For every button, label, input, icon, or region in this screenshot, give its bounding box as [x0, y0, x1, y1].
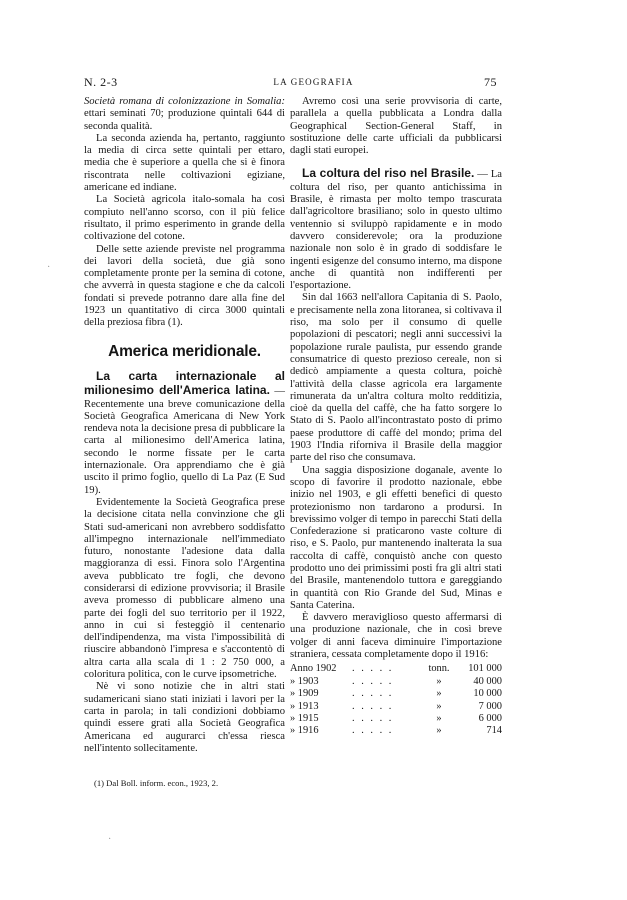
paragraph: La seconda azienda ha, pertanto, raggiunto la media di circa sette quintali per ettaro, media che è superiore a quella che si è finora riscontrata nelle coltivazioni egiziane, americane ed indiane. [84, 132, 285, 194]
table-row [290, 701, 502, 713]
table-value: 7 000 [478, 700, 502, 712]
article-title: La carta internazionale al milionesimo dell'America latina. [84, 368, 285, 398]
table-value: 714 [486, 725, 502, 737]
table-row [290, 688, 502, 700]
table-unit: » [436, 675, 442, 687]
table-row [290, 676, 502, 688]
table-year: Anno 1902 [290, 663, 337, 675]
footnote: (1) Dal Boll. inform. econ., 1923, 2. [94, 778, 219, 789]
table-row [290, 725, 502, 737]
paragraph: La Società agricola italo-somala ha così compiuto nell'anno scorso, con il più felice risultato, il primo esperimento in grande della coltivazione del cotone. [84, 194, 285, 243]
import-table [290, 663, 502, 737]
paragraph: Avremo così una serie provvisoria di carte, parallela a quella pubblicata a Londra dalla Geographical Section-General Staff, in sostituzione delle carte ufficiali da pubblicarsi dagli stati europei. [290, 96, 502, 157]
table-unit: » [436, 688, 442, 700]
table-year: » 1916 [290, 725, 319, 737]
article-title: La coltura del riso nel Brasile. [302, 166, 475, 181]
table-leader: . . . . . [352, 700, 394, 712]
table-leader: . . . . . [352, 675, 394, 687]
paragraph: Nè vi sono notizie che in altri stati sudamericani siano stati iniziati i lavori per la carta in parola; in tali condizioni dobbiamo quindi essere grati alla Società Geografica Americana ed augurarci ch'essa riesca nell'intento sollecitamente. [84, 681, 285, 754]
italic-lead: Società romana di colonizzazione in Somalia: [84, 96, 285, 107]
paragraph: Sin dal 1663 nell'allora Capitania di S. Paolo, e precisamente nella zona litoranea, si coltivava il riso, ma solo per il consumo di quelle popolazioni di pescatori; negli anni successivi la popolazione rurale paulista, pur essendo grande consumatrice di questo prezioso cereale, non si dedicò ampiamente a questa coltura, poichè l'attività della classe agricola era largamente rimunerata da un'altra coltura molto redditizia, cioè da quella del caffè, che ha fatto sorgere lo Stato di S. Paolo all'incontrastato posto di primo paese produttore di caffè del mondo; prima del 1903 l'India riforniva il Brasile della maggior parte del riso che consumava. [290, 292, 502, 464]
table-row [290, 663, 502, 675]
table-unit: » [436, 700, 442, 712]
article-paragraph [84, 370, 285, 497]
table-row [290, 713, 502, 725]
table-leader: . . . . . [352, 712, 394, 724]
paragraph: Evidentemente la Società Geografica prese la decisione citata nella convinzione che gli Stati sud-americani non avrebbero soddisfatto all'impegno internazionale nell'immediato futuro, nonostante l'adesione data dalla maggioranza di essi. Finora solo l'Argentina aveva pubblicato tre fogli, che devono considerarsi di edizione provvisoria; il Brasile aveva promesso di pubblicare almeno una parte dei fogli del suo territorio per il 1922, anno in cui si festeggiò il centenario dell'indipendenza, ma vista l'impossibilità di riuscire abbandonò l'impresa e s'accontentò di altra carta alla scala di 1 : 2 750 000, a coloritura politica, con le curve ipsometriche. [84, 496, 285, 681]
table-value: 101 000 [468, 663, 502, 675]
paragraph-text: — Recentemente una breve comunicazione della Società Geografica Americana di New York rendeva nota la decisione presa di pubblicare la carta al milionesimo dell'America latina, secondo le norme fissate per le carta internazionale. Ora apprendiamo che è già uscito il primo foglio, quello di La Paz (E Sud 19). [84, 386, 285, 496]
table-unit: » [436, 725, 442, 737]
paragraph-text: ettari seminati 70; produzione quintali 644 di seconda qualità. [84, 108, 285, 132]
table-year: » 1913 [290, 700, 319, 712]
table-leader: . . . . . [352, 663, 394, 675]
paragraph: Una saggia disposizione doganale, avente lo scopo di favorire il prodotto nazionale, ebbe inizio nel 1903, e gli effetti benefici di questo protezionismo non tardarono a prodursi. In brevissimo volger di tempo in parecchi Stati della Confederazione si praticarono vaste colture di riso, e S. Paolo, pur mantenendo inalterata la sua raccolta di caffè, conquistò anche con questo prodotto uno dei primissimi posti fra gli altri stati del Brasile, mantenendolo tuttora e gareggiando in quantità con Rio Grande del Sud, Minas e Santa Caterina. [290, 464, 502, 611]
paragraph: Delle sette aziende previste nel programma dei lavori della società, due già sono completamente pronte per la semina di cotone, che avverrà in questa stagione e che da calcoli fondati si prevede potranno dare alla fine del 1923 un quantitativo di circa 3000 quintali della preziosa fibra (1). [84, 243, 285, 329]
paragraph: È davvero meraviglioso questo affermarsi di una produzione nazionale, che in così breve volger di anni faceva diminuire l'importazione straniera, cessata completamente dopo il 1916: [290, 612, 502, 661]
article-paragraph [290, 167, 502, 292]
paragraph [84, 96, 285, 133]
section-heading: America meridionale. [108, 342, 261, 360]
margin-speck: · [47, 262, 51, 273]
table-value: 6 000 [478, 712, 502, 724]
table-year: » 1915 [290, 712, 319, 724]
table-value: 10 000 [473, 688, 502, 700]
page-number: 75 [484, 75, 497, 89]
table-year: » 1909 [290, 688, 319, 700]
table-leader: . . . . . [352, 725, 394, 737]
table-leader: . . . . . [352, 688, 394, 700]
table-unit: tonn. [428, 663, 450, 675]
left-column [84, 96, 285, 789]
right-column [290, 96, 502, 738]
table-unit: » [436, 712, 442, 724]
paragraph-text: — La coltura del riso, per quanto antichissima in Brasile, è rimasta per molto tempo trascurata dall'agricoltore brasiliano; solo in questo ultimo ventennio si sviluppò rapidamente e in modo davvero considerevole; ora la produzione nazionale non solo è in grado di soddisfare le ingenti esigenze del consumo interno, ma dispone anche di quantità non indifferenti per l'esportazione. [290, 169, 502, 292]
page-section-number: N. 2-3 [84, 75, 118, 89]
running-title: LA GEOGRAFIA [273, 77, 354, 87]
table-year: » 1903 [290, 675, 319, 687]
table-value: 40 000 [473, 675, 502, 687]
margin-speck: · [108, 834, 112, 845]
